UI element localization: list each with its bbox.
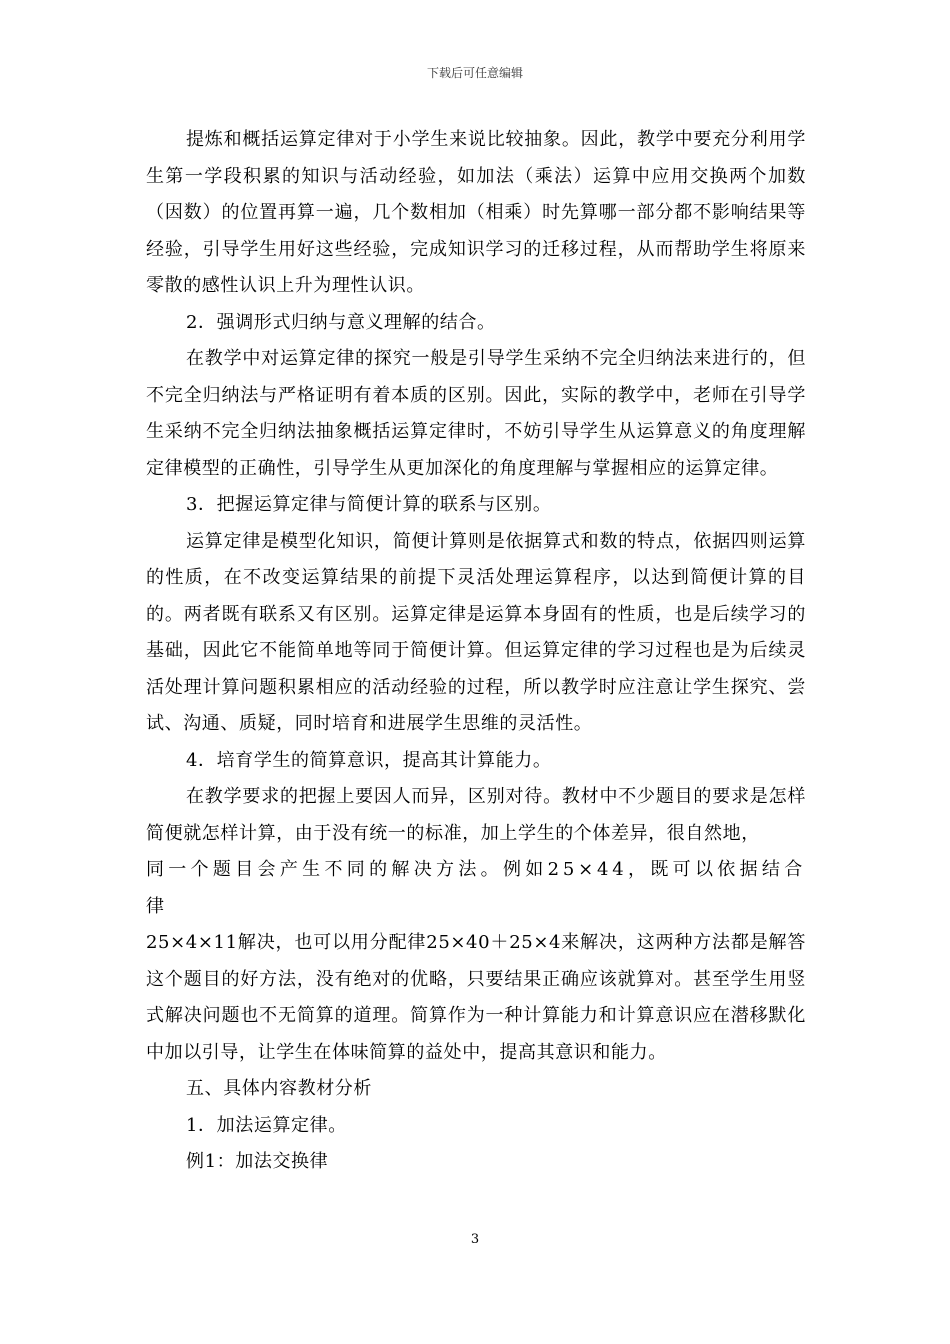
section-heading-4: 4．培育学生的简算意识，提高其计算能力。 — [186, 749, 552, 771]
paragraph-intro: 提炼和概括运算定律对于小学生来说比较抽象。因此，教学中要充分利用学生第一学段积累的知识与活动经验，如加法（乘法）运算中应用交换两个加数（因数）的位置再算一遍，几个数相加（相乘）时先算哪一部分都不影响结果等经验，引导学生用好这些经验，完成知识学习的迁移过程，从而帮助学生将原来零散的感性认识上升为理性认识。 — [146, 129, 806, 296]
paragraph-methods: 25×4×11解决，也可以用分配律25×40＋25×4来解决，这两种方法都是解答这个题目的好方法，没有绝对的优略，只要结果正确应该就算对。甚至学生用竖式解决问题也不无简算的道理。简算作为一种计算能力和计算意识应在潜移默化中加以引导，让学生在体味简算的益处中，提高其意识和能力。 — [146, 932, 806, 1063]
section-heading-3: 3．把握运算定律与简便计算的联系与区别。 — [186, 494, 552, 515]
section-heading-five: 五、具体内容教材分析 — [186, 1078, 372, 1099]
example-heading: 例1：加法交换律 — [186, 1151, 329, 1172]
subsection-heading-1: 1．加法运算定律。 — [186, 1114, 347, 1136]
page-number: 3 — [470, 1232, 480, 1247]
body-text — [146, 122, 806, 1181]
paragraph-induction: 在教学中对运算定律的探究一般是引导学生采纳不完全归纳法来进行的，但不完全归纳法与严格证明有着本质的区别。因此，实际的教学中，老师在引导学生采纳不完全归纳法抽象概括运算定律时，不妨引导学生从运算意义的角度理解定律模型的正确性，引导学生从更加深化的角度理解与掌握相应的运算定律。 — [146, 348, 806, 479]
paragraph-teaching-requirements: 在教学要求的把握上要因人而异，区别对待。教材中不少题目的要求是怎样简便就怎样计算，由于没有统一的标准，加上学生的个体差异，很自然地， — [146, 786, 806, 844]
paragraph-simplified-calc: 运算定律是模型化知识，简便计算则是依据算式和数的特点，依据四则运算的性质，在不改变运算结果的前提下灵活处理运算程序，以达到简便计算的目的。两者既有联系又有区别。运算定律是运算本身固有的性质，也是后续学习的基础，因此它不能简单地等同于简便计算。但运算定律的学习过程也是为后续灵活处理计算问题积累相应的活动经验的过程，所以教学时应注意让学生探究、尝试、沟通、质疑，同时培育和进展学生思维的灵活性。 — [146, 530, 806, 734]
paragraph-example-line: 同一个题目会产生不同的解决方法。例如25×44，既可以依据结合律 — [146, 859, 806, 917]
page-header: 下载后可任意编辑 — [426, 66, 523, 80]
section-heading-2: 2．强调形式归纳与意义理解的结合。 — [186, 311, 496, 333]
